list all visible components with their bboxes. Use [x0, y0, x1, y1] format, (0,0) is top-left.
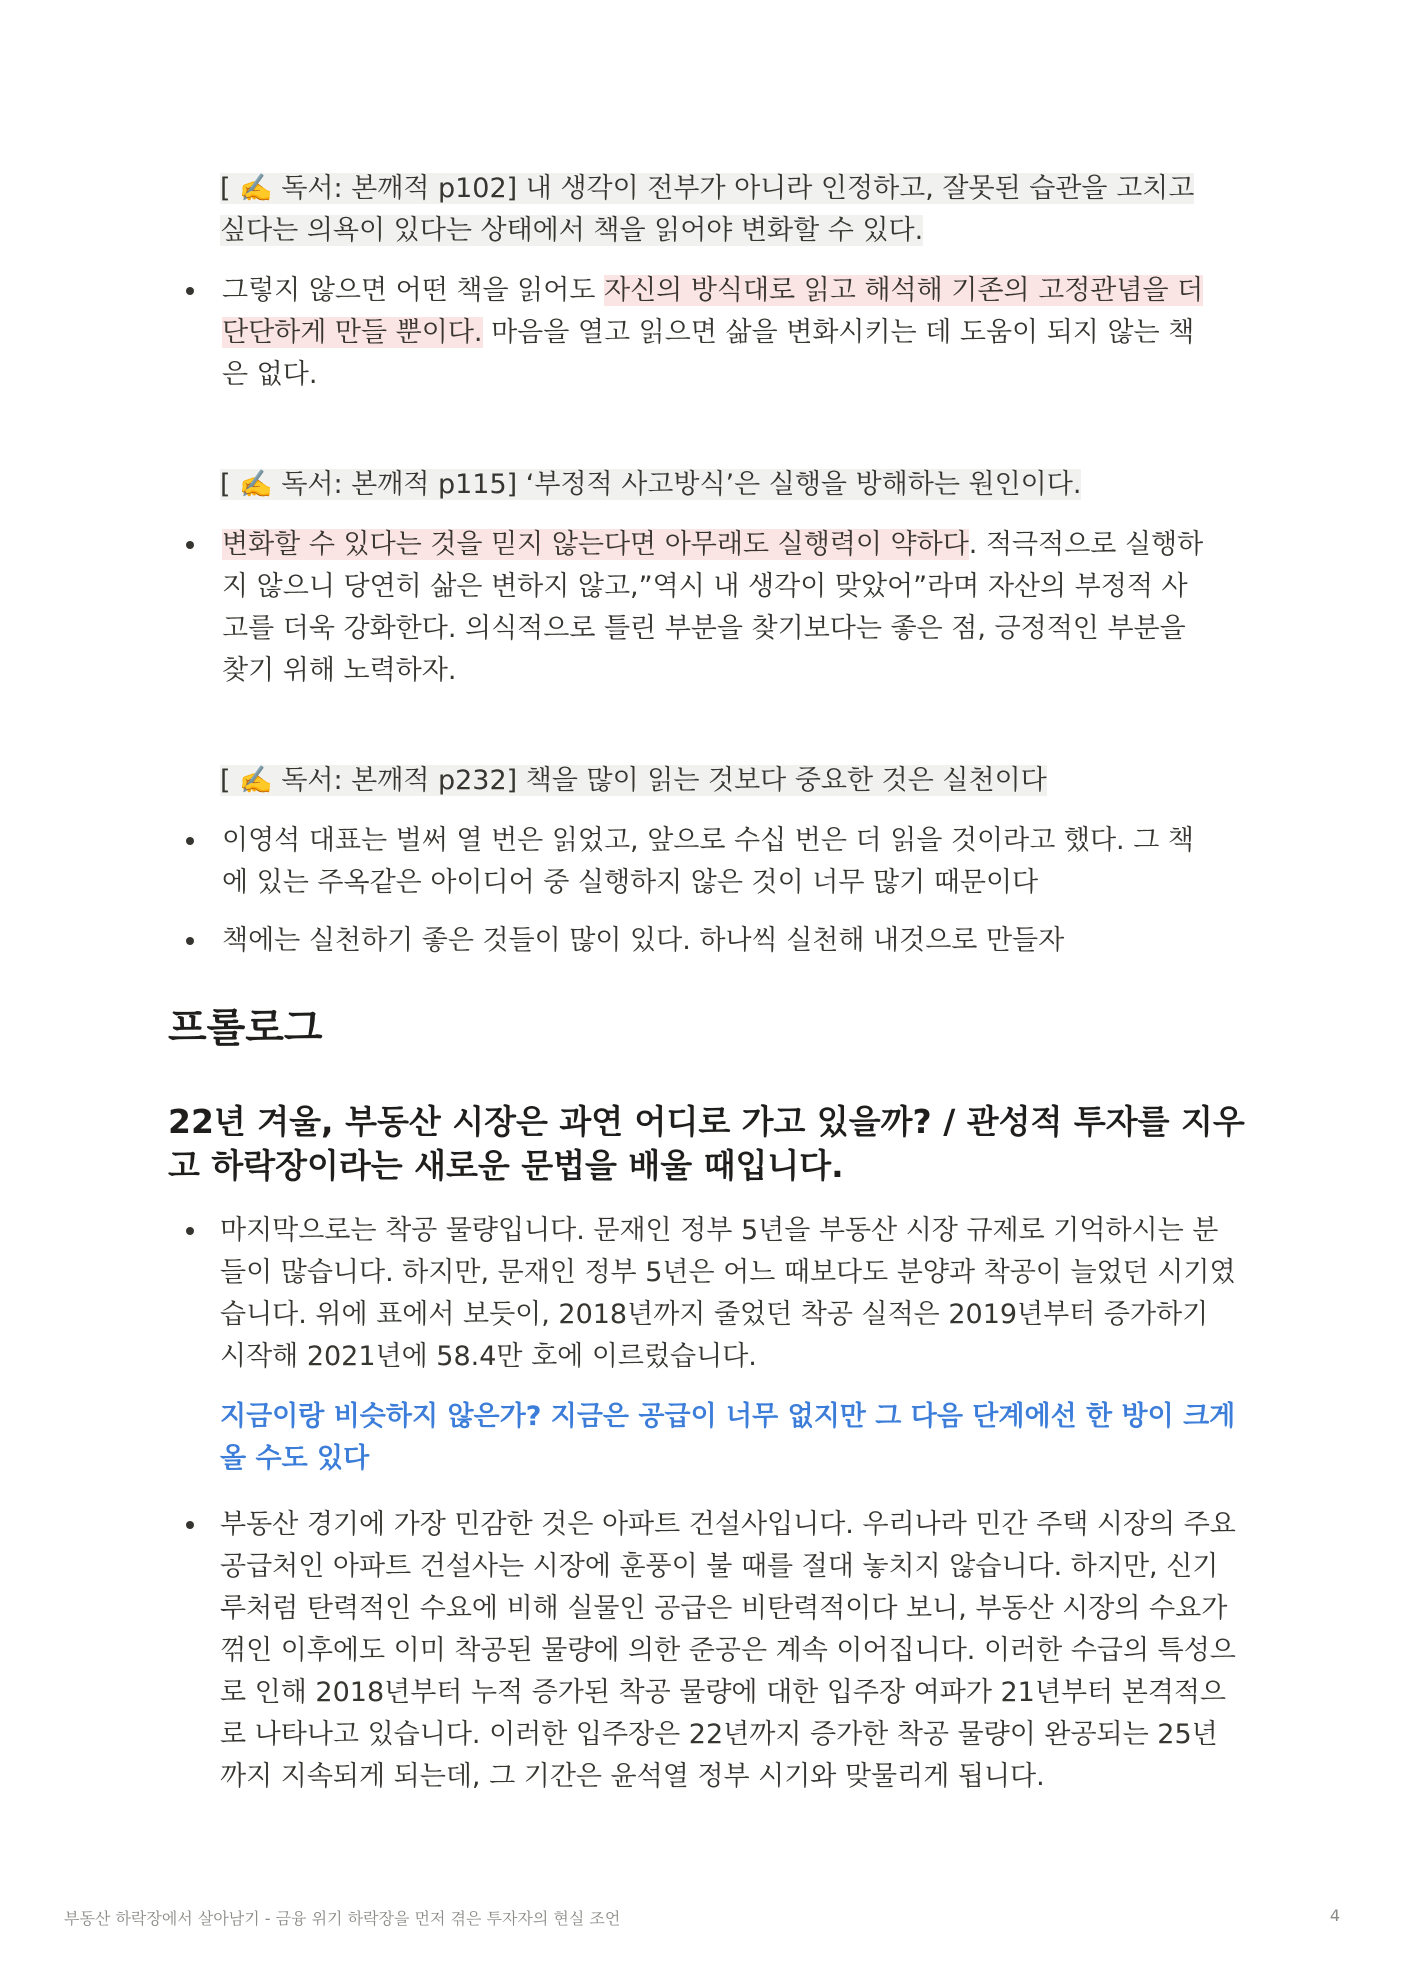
subsection-heading: 22년 겨울, 부동산 시장은 과연 어디로 가고 있을까? / 관성적 투자를 지우고 하락장이라는 새로운 문법을 배울 때입니다.: [168, 1102, 1245, 1185]
bullet-dot: [186, 1227, 194, 1235]
highlighted-text: 변화할 수 있다는 것을 믿지 않는다면 아무래도 실행력이 약하다: [222, 529, 969, 560]
note-bullet-list: [172, 270, 1242, 396]
note-quote-text: 내 생각이 전부가 아니라 인정하고, 잘못된 습관을 고치고 싶다는 의욕이 있다는 상태에서 책을 읽어야 변화할 수 있다.: [220, 173, 1195, 246]
note-quote-text: 책을 많이 읽는 것보다 중요한 것은 실천이다: [525, 765, 1047, 796]
note-quote-prefix: [ ✍️ 독서: 본깨적 p232]: [220, 765, 526, 796]
main-bullet-list: [172, 1210, 1242, 1378]
bullet-text: 마지막으로는 착공 물량입니다. 문재인 정부 5년을 부동산 시장 규제로 기억하시는 분들이 많습니다. 하지만, 문재인 정부 5년은 어느 때보다도 분양과 착공이 늘었던 시기였습니다. 위에 표에서 보듯이, 2018년까지 줄었던 착공 실적은 2019년부터 증가하기 시작해 2021년에 58.4만 호에 이르렀습니다.: [220, 1215, 1236, 1372]
note-quote: [220, 760, 1220, 802]
note-bullet-list: [172, 524, 1242, 692]
blue-annotation: 지금이랑 비슷하지 않은가? 지금은 공급이 너무 없지만 그 다음 단계에선 한 방이 크게올 수도 있다: [220, 1401, 1236, 1474]
note-quote: [220, 168, 1220, 252]
bullet-dot: [186, 937, 194, 945]
note-quote-prefix: [ ✍️ 독서: 본깨적 p115]: [220, 469, 526, 500]
list-item: [172, 920, 1207, 962]
note-bullet-list: [172, 820, 1242, 962]
list-item: [172, 524, 1207, 692]
bullet-dot: [186, 837, 194, 845]
note-quote: [220, 464, 1220, 506]
reading-note-3: [172, 760, 1242, 962]
reading-note-2: [172, 464, 1242, 692]
bullet-dot: [186, 1521, 194, 1529]
page-number: 4: [1329, 1906, 1340, 1925]
footer-title: 부동산 하락장에서 살아남기 - 금융 위기 하락장을 먼저 겪은 투자자의 현실 조언: [64, 1909, 621, 1928]
bullet-text: 마음을 열고 읽으면 삶을 변화시키는 데 도움이 되지 않는 책은 없다.: [222, 317, 1195, 390]
note-quote-text: ‘부정적 사고방식’은 실행을 방해하는 원인이다.: [525, 469, 1082, 500]
note-quote-prefix: [ ✍️ 독서: 본깨적 p102]: [220, 173, 526, 204]
bullet-text: 책에는 실천하기 좋은 것들이 많이 있다. 하나씩 실천해 내것으로 만들자: [222, 925, 1065, 956]
bullet-text: 부동산 경기에 가장 민감한 것은 아파트 건설사입니다. 우리나라 민간 주택 시장의 주요 공급처인 아파트 건설사는 시장에 훈풍이 불 때를 절대 놓치지 않습니다. 하지만, 신기루처럼 탄력적인 수요에 비해 실물인 공급은 비탄력적이다 보니, 부동산 시장의 수요가 꺾인 이후에도 이미 착공된 물량에 의한 준공은 계속 이어집니다. 이러한 수급의 특성으로 인해 2018년부터 누적 증가된 착공 물량에 대한 입주장 여파가 21년부터 본격적으로 나타나고 있습니다. 이러한 입주장은 22년까지 증가한 착공 물량이 완공되는 25년까지 지속되게 되는데, 그 기간은 윤석열 정부 시기와 맞물리게 됩니다.: [220, 1509, 1236, 1792]
section-heading: 프롤로그: [168, 1005, 323, 1051]
list-item: [172, 1210, 1240, 1378]
bullet-dot: [186, 541, 194, 549]
bullet-dot: [186, 287, 194, 295]
bullet-text: . 적극적으로 실행하지 않으니 당연히 삶은 변하지 않고,”역시 내 생각이 맞았어”라며 자산의 부정적 사고를 더욱 강화한다. 의식적으로 틀린 부분을 찾기보다는 좋은 점, 긍정적인 부분을 찾기 위해 노력하자.: [222, 529, 1204, 686]
bullet-text: 그렇지 않으면 어떤 책을 읽어도: [222, 275, 604, 306]
page-footer: [64, 1906, 1340, 1929]
list-item: [172, 270, 1207, 396]
bullet-text: 이영석 대표는 벌써 열 번은 읽었고, 앞으로 수십 번은 더 읽을 것이라고 했다. 그 책에 있는 주옥같은 아이디어 중 실행하지 않은 것이 너무 많기 때문이다: [222, 825, 1194, 898]
page-content: [168, 168, 1245, 1798]
list-item: [172, 820, 1207, 904]
list-item: [172, 1504, 1240, 1798]
main-bullet-list-2: [172, 1504, 1242, 1798]
reading-note-1: [172, 168, 1242, 396]
highlighted-text: 자신의 방식대로 읽고 해석해 기존의 고정관념을 더 단단하게 만들 뿐이다.: [222, 275, 1204, 348]
